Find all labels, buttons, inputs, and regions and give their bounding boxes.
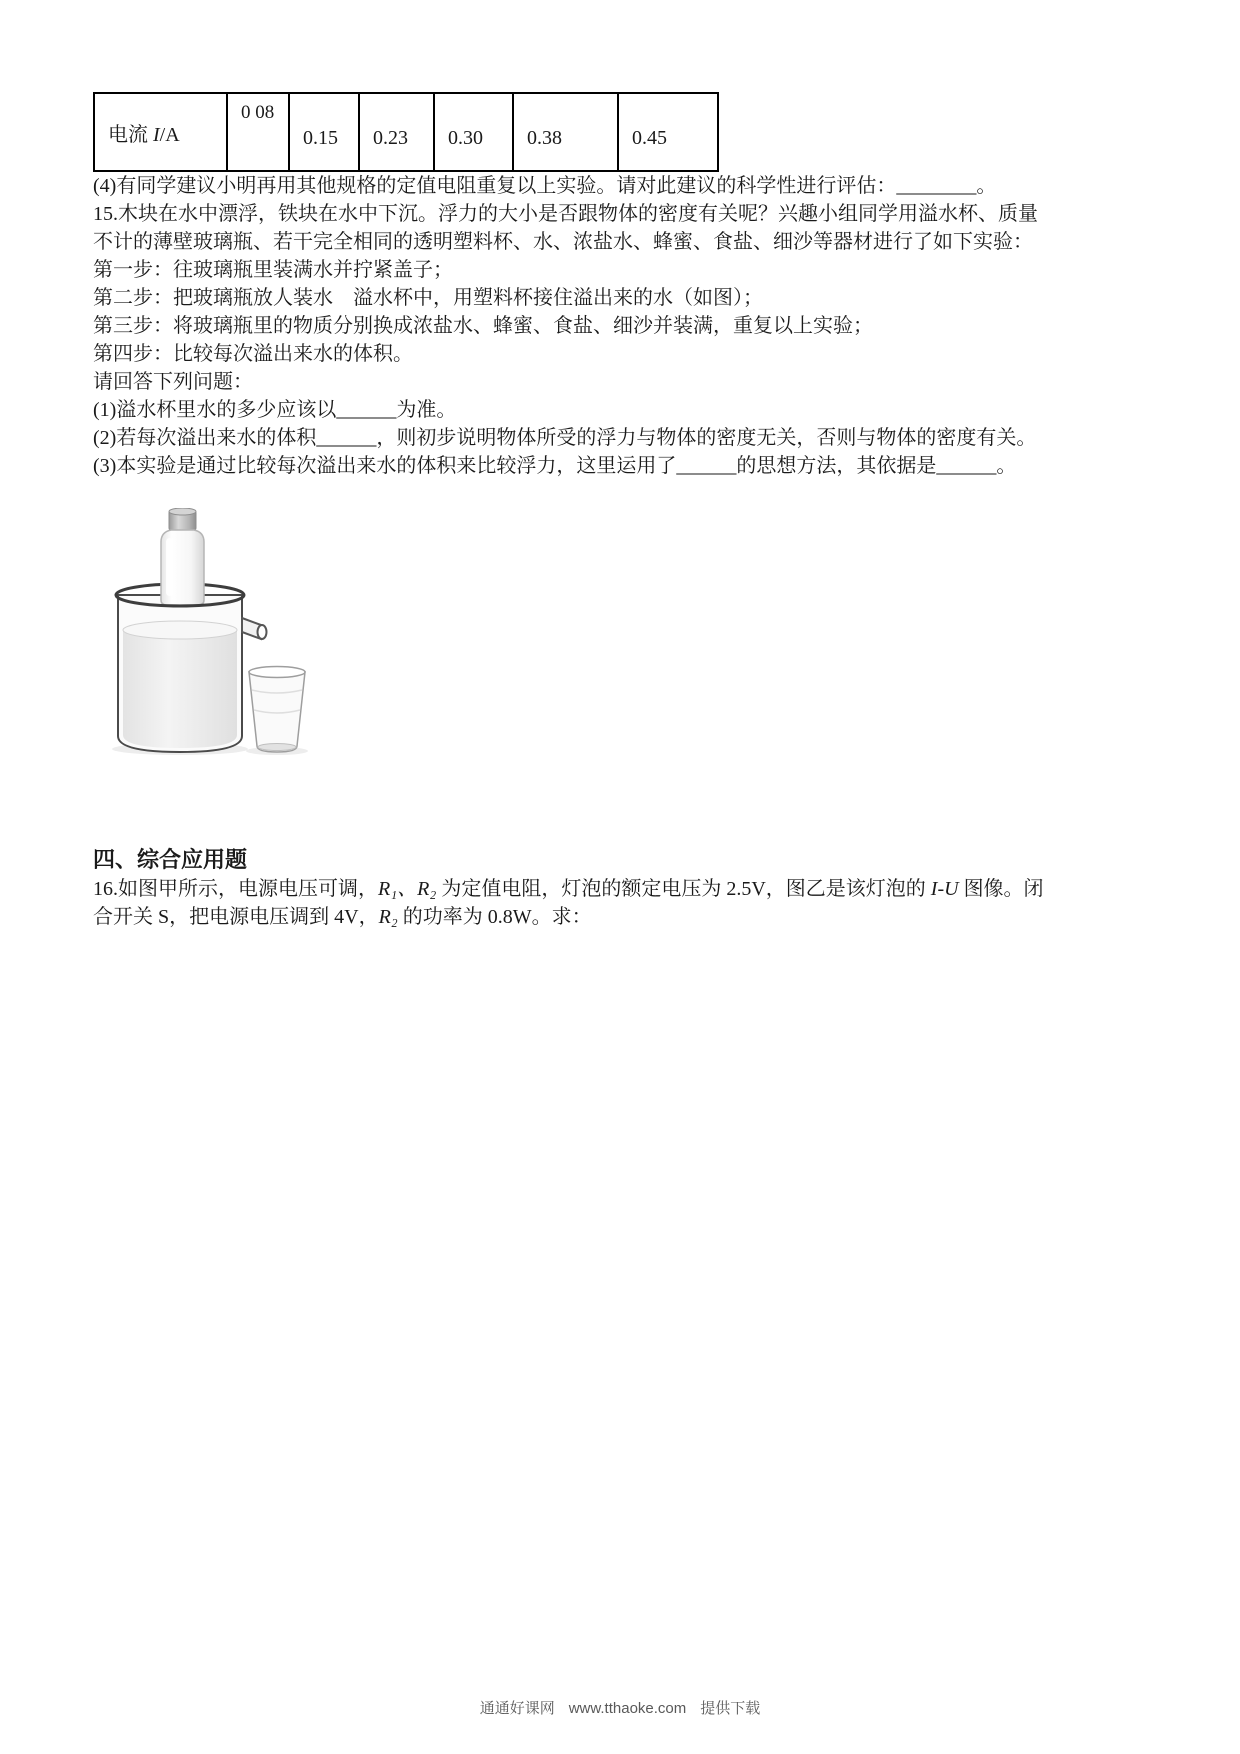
q16-text: 的功率为 0.8W。求： xyxy=(397,906,592,928)
unit-text: /A xyxy=(159,123,180,146)
footer-site-name: 通通好课网 xyxy=(479,1700,555,1717)
table-header-text: 电流 xyxy=(108,123,153,146)
current-data-table xyxy=(93,92,719,172)
resistor-symbols: R₁、R₂ xyxy=(378,878,437,900)
q16-text: 为定值电阻，灯泡的额定电压为 2.5V，图乙是该灯泡的 xyxy=(436,878,931,900)
resistor-symbol: R₂ xyxy=(378,906,398,928)
question-15-step3: 第三步：将玻璃瓶里的物质分别换成浓盐水、蜂蜜、食盐、细沙并装满，重复以上实验； xyxy=(93,315,873,337)
q16-text: 合开关 S，把电源电压调到 4V， xyxy=(93,906,379,928)
footer-watermark xyxy=(0,1697,1240,1718)
question-15-step2: 第二步：把玻璃瓶放人装水 溢水杯中，用塑料杯接住溢出来的水（如图）； xyxy=(93,287,763,309)
table-value-cell: 0.38 xyxy=(513,93,618,171)
q16-text: 图像。闭 xyxy=(958,878,1044,900)
spout xyxy=(242,618,267,639)
iu-graph-symbol: I-U xyxy=(930,878,959,900)
question-15-step4: 第四步：比较每次溢出来水的体积。 xyxy=(93,343,413,365)
overflow-cup xyxy=(116,584,244,752)
question-15-intro-line2: 不计的薄壁玻璃瓶、若干完全相同的透明塑料杯、水、浓盐水、蜂蜜、食盐、细沙等器材进行了如下实验： xyxy=(93,231,1033,253)
question-15-sub3: (3)本实验是通过比较每次溢出来水的体积来比较浮力，这里运用了______的思想方法，其依据是______。 xyxy=(93,455,1017,477)
table-row xyxy=(94,93,718,171)
q16-text: 16.如图甲所示，电源电压可调， xyxy=(93,878,378,900)
overflow-experiment-figure xyxy=(99,508,309,758)
question-16-line2 xyxy=(93,903,1145,931)
water xyxy=(123,621,237,748)
question-15-prompt: 请回答下列问题： xyxy=(93,371,253,393)
footer-suffix: 提供下载 xyxy=(700,1700,761,1717)
table-value-cell: 0 08 xyxy=(227,93,289,171)
question-16-line1 xyxy=(93,875,1145,903)
current-symbol: I xyxy=(153,123,160,146)
footer-site-url: www.tthaoke.com xyxy=(568,1700,687,1717)
table-value-cell: 0.23 xyxy=(359,93,434,171)
question-15-intro-line1: 15.木块在水中漂浮，铁块在水中下沉。浮力的大小是否跟物体的密度有关呢？兴趣小组同学用溢水杯、质量 xyxy=(93,203,1038,225)
question-15-step1: 第一步：往玻璃瓶里装满水并拧紧盖子； xyxy=(93,259,453,281)
section-4-title: 四、综合应用题 xyxy=(93,847,248,872)
table-value-cell: 0.30 xyxy=(434,93,513,171)
glass-bottle xyxy=(161,508,204,605)
plastic-cup xyxy=(249,667,305,753)
question-14-part4: (4)有同学建议小明再用其他规格的定值电阻重复以上实验。请对此建议的科学性进行评估：________。 xyxy=(93,175,997,197)
table-value-cell: 0.45 xyxy=(618,93,718,171)
question-15-sub2: (2)若每次溢出来水的体积______，则初步说明物体所受的浮力与物体的密度无关，否则与物体的密度有关。 xyxy=(93,427,1037,449)
question-15-sub1: (1)溢水杯里水的多少应该以______为准。 xyxy=(93,399,457,421)
table-header-cell xyxy=(94,93,227,171)
table-value-cell: 0.15 xyxy=(289,93,359,171)
